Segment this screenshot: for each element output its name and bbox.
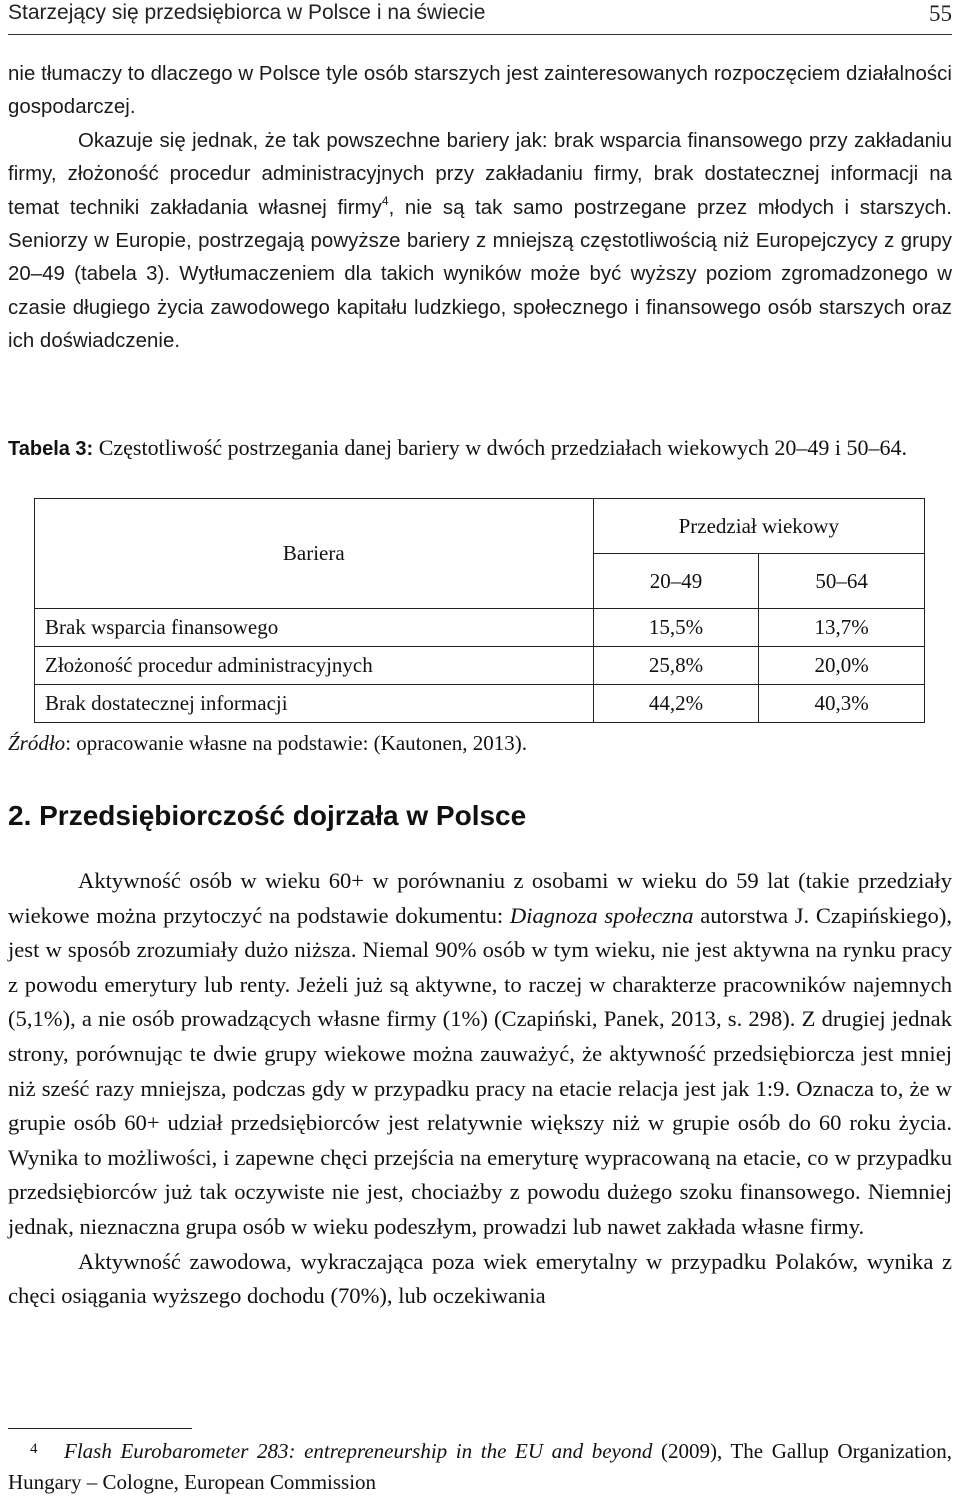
table-caption-label: Tabela 3:: [8, 438, 94, 460]
barriers-paragraph: [8, 125, 952, 359]
section-heading: 2. Przedsiębiorczość dojrzała w Polsce: [8, 800, 527, 831]
row-value-20-49: 25,8%: [593, 647, 759, 685]
activity-paragraph-start: Aktywność osób w wieku 60+ w porównaniu z osobami w wieku do 59 lat (takie przedziały wiekowe można przytoczyć na podstawie dokumentu:: [8, 868, 952, 928]
footnote-reference: 4: [381, 193, 389, 208]
table-row: [35, 685, 925, 723]
table-row: [35, 647, 925, 685]
table-row: [35, 609, 925, 647]
table-header-row: [35, 499, 925, 554]
running-title: Starzejący się przedsiębiorca w Polsce i na świecie: [8, 1, 486, 24]
activity-paragraph-rest: autorstwa J. Czapińskiego), jest w sposób zrozumiały dużo niższa. Niemal 90% osób w tym wieku, nie jest aktywna na rynku pracy z powodu emerytury lub renty. Jeżeli już są aktywne, to raczej w charakterze pracowników najemnych (5,1%), a nie osób prowadzących własne firmy (1%) (Czapiński, Panek, 2013, s. 298). Z drugiej jednak strony, porównując te dwie grupy wiekowe można zauważyć, że aktywność przedsiębiorcza jest mniej niż sześć razy mniejsza, podczas gdy w przypadku pracy na etacie relacja jest jak 1:9. Oznacza to, że w grupie osób 60+ udział przedsiębiorców jest relatywnie większy niż w grupie osób do 60 roku życia. Wynika to możliwości, i zapewne chęci przejścia na emeryturę wypracowaną na etacie, co w przypadku przedsiębiorców już tak oczywiste nie jest, chociażby z powodu dużego szoku finansowego. Niemniej jednak, nieznaczna grupa osób w wieku podeszłym, prowadzi lub nawet zakłada własne firmy.: [8, 902, 952, 1239]
running-header: [8, 0, 952, 30]
footnote-title: Flash Eurobarometer 283: entrepreneurship in the EU and beyond: [64, 1439, 653, 1463]
header-rule: [8, 34, 952, 35]
activity-paragraph: [8, 864, 952, 1245]
continuation-paragraph: nie tłumaczy to dlaczego w Polsce tyle osób starszych jest zainteresowanych rozpoczęciem działalności gospodarczej.: [8, 63, 952, 119]
source-text: : opracowanie własne na podstawie: (Kautonen, 2013).: [65, 731, 528, 755]
page-number: 55: [929, 1, 952, 26]
table-caption-text: Częstotliwość postrzegania danej bariery w dwóch przedziałach wiekowych 20–49 i 50–64.: [98, 435, 907, 460]
header-przedzial: Przedział wiekowy: [593, 499, 924, 554]
row-label: Brak wsparcia finansowego: [35, 609, 594, 647]
barriers-table: [34, 498, 925, 723]
row-value-50-64: 40,3%: [759, 685, 925, 723]
header-bariera: Bariera: [35, 499, 594, 609]
row-label: Złożoność procedur administracyjnych: [35, 647, 594, 685]
source-label: Źródło: [8, 731, 66, 755]
header-age-50-64: 50–64: [759, 554, 925, 609]
table-source: [8, 727, 527, 759]
row-value-50-64: 20,0%: [759, 647, 925, 685]
section-text: [8, 864, 952, 1314]
header-age-20-49: 20–49: [593, 554, 759, 609]
barriers-paragraph-part2: , nie są tak samo postrzegane przez młodych i starszych. Seniorzy w Europie, postrzegają powyższe bariery z mniejszą częstotliwością niż Europejczycy z grupy 20–49 (tabela 3). Wytłumaczeniem dla takich wyników może być wyższy poziom zgromadzonego w czasie długiego życia zawodowego kapitału ludzkiego, społecznego i finansowego osób starszych oraz ich doświadczenie.: [8, 196, 952, 353]
footnote-rule: [8, 1428, 192, 1429]
row-value-20-49: 15,5%: [593, 609, 759, 647]
intro-text: [8, 58, 952, 359]
footnote: [8, 1434, 952, 1498]
diagnoza-title: Diagnoza społeczna: [509, 902, 694, 928]
row-label: Brak dostatecznej informacji: [35, 685, 594, 723]
footnote-mark: 4: [30, 1441, 38, 1457]
professional-activity-paragraph: Aktywność zawodowa, wykraczająca poza wiek emerytalny w przypadku Polaków, wynika z chęci osiągania wyższego dochodu (70%), lub oczekiwania: [8, 1248, 952, 1309]
table-caption: [8, 432, 952, 465]
footnote-rest: (2009), The Gallup Organization, Hungary – Cologne, European Commission: [8, 1439, 953, 1494]
barriers-paragraph-part1: Okazuje się jednak, że tak powszechne bariery jak: brak wsparcia finansowego przy zakładaniu firmy, złożoność procedur administracyjnych przy zakładaniu firmy, brak dostatecznej informacji na temat techniki zakładania własnej firmy: [8, 129, 952, 219]
row-value-20-49: 44,2%: [593, 685, 759, 723]
row-value-50-64: 13,7%: [759, 609, 925, 647]
